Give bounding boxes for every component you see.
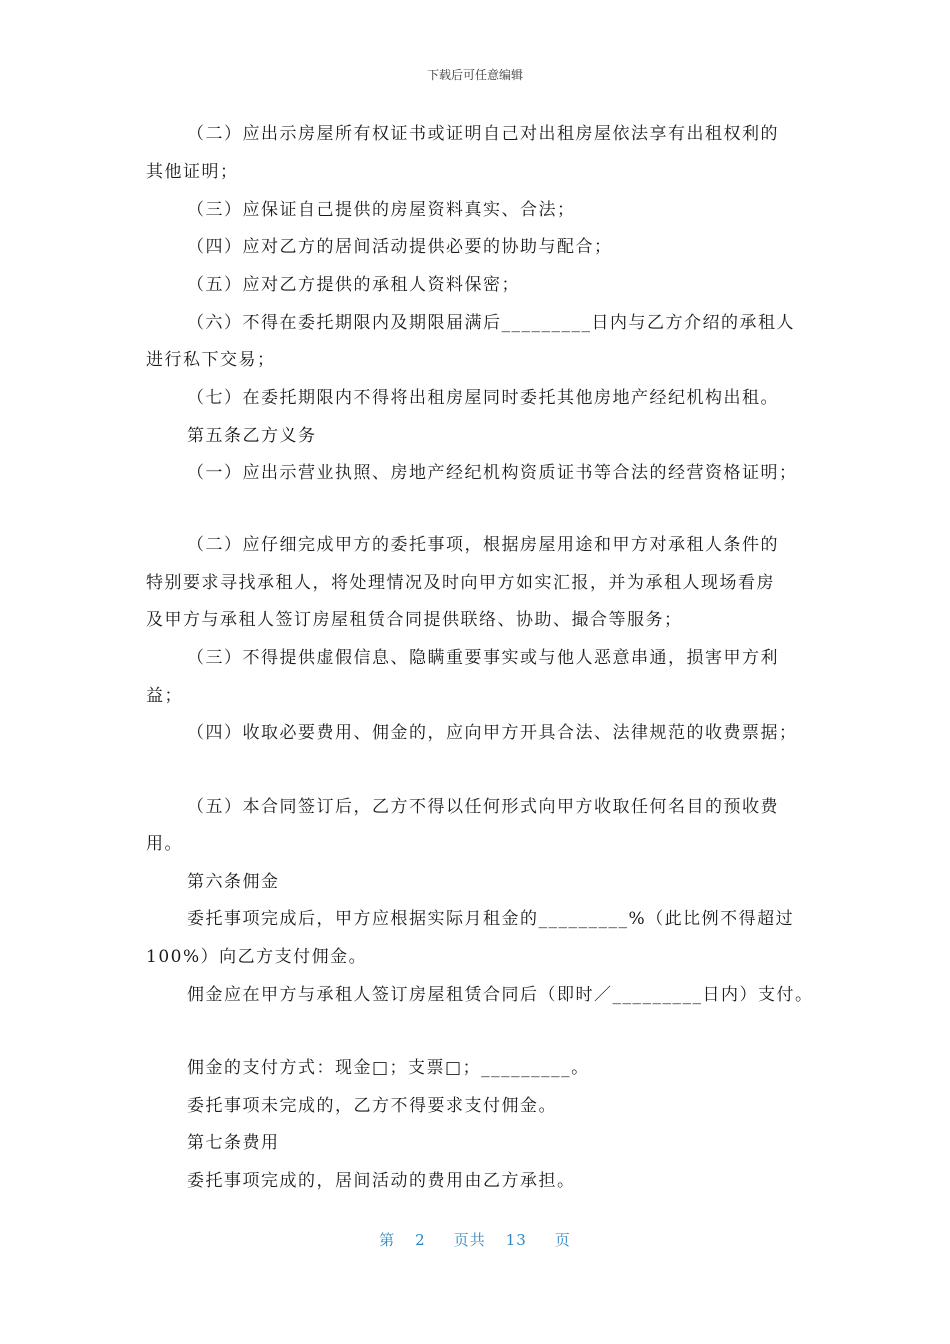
clause-line: 委托事项完成的，居间活动的费用由乙方承担。 xyxy=(187,1171,576,1191)
clause-line: （四）收取必要费用、佣金的，应向甲方开具合法、法律规范的收费票据； xyxy=(187,723,798,743)
clause-line: 特别要求寻找承租人，将处理情况及时向甲方如实汇报，并为承租人现场看房 xyxy=(146,573,775,593)
clause-line: （七）在委托期限内不得将出租房屋同时委托其他房地产经纪机构出租。 xyxy=(187,388,779,408)
footer-middle: 页共 xyxy=(453,1231,486,1249)
section-heading: 第七条费用 xyxy=(187,1133,280,1153)
footer-prefix: 第 xyxy=(379,1231,396,1249)
clause-line: 100%）向乙方支付佣金。 xyxy=(146,947,368,967)
footer-suffix: 页 xyxy=(554,1231,571,1249)
clause-line: （二）应出示房屋所有权证书或证明自己对出租房屋依法享有出租权利的 xyxy=(187,124,779,144)
clause-line: （六）不得在委托期限内及期限届满后_________日内与乙方介绍的承租人 xyxy=(187,313,795,333)
total-pages: 13 xyxy=(505,1231,527,1249)
clause-line: 佣金的支付方式：现金□；支票□；_________。 xyxy=(187,1058,590,1078)
clause-line: （一）应出示营业执照、房地产经纪机构资质证书等合法的经营资格证明； xyxy=(187,463,798,483)
clause-line: （五）本合同签订后，乙方不得以任何形式向甲方收取任何名目的预收费 xyxy=(187,797,779,817)
clause-line: 及甲方与承租人签订房屋租赁合同提供联络、协助、撮合等服务； xyxy=(146,610,683,630)
page-header-note: 下载后可任意编辑 xyxy=(426,68,523,82)
section-heading: 第五条乙方义务 xyxy=(187,426,317,446)
page-footer xyxy=(0,1229,950,1250)
page-number: 2 xyxy=(415,1231,426,1249)
clause-line: （三）不得提供虚假信息、隐瞒重要事实或与他人恶意串通，损害甲方利 xyxy=(187,648,779,668)
clause-line: 进行私下交易； xyxy=(146,350,276,370)
clause-line: 委托事项未完成的，乙方不得要求支付佣金。 xyxy=(187,1096,557,1116)
clause-line: 委托事项完成后，甲方应根据实际月租金的_________%（此比例不得超过 xyxy=(187,909,795,929)
clause-line: 用。 xyxy=(146,834,183,854)
clause-line: 其他证明； xyxy=(146,162,239,182)
clause-line: （二）应仔细完成甲方的委托事项，根据房屋用途和甲方对承租人条件的 xyxy=(187,535,779,555)
clause-line: （三）应保证自己提供的房屋资料真实、合法； xyxy=(187,200,576,220)
clause-line: （五）应对乙方提供的承租人资料保密； xyxy=(187,275,520,295)
clause-line: （四）应对乙方的居间活动提供必要的协助与配合； xyxy=(187,237,613,257)
clause-line: 益； xyxy=(146,686,183,706)
section-heading: 第六条佣金 xyxy=(187,872,280,892)
clause-line: 佣金应在甲方与承租人签订房屋租赁合同后（即时／_________日内）支付。 xyxy=(187,985,814,1005)
